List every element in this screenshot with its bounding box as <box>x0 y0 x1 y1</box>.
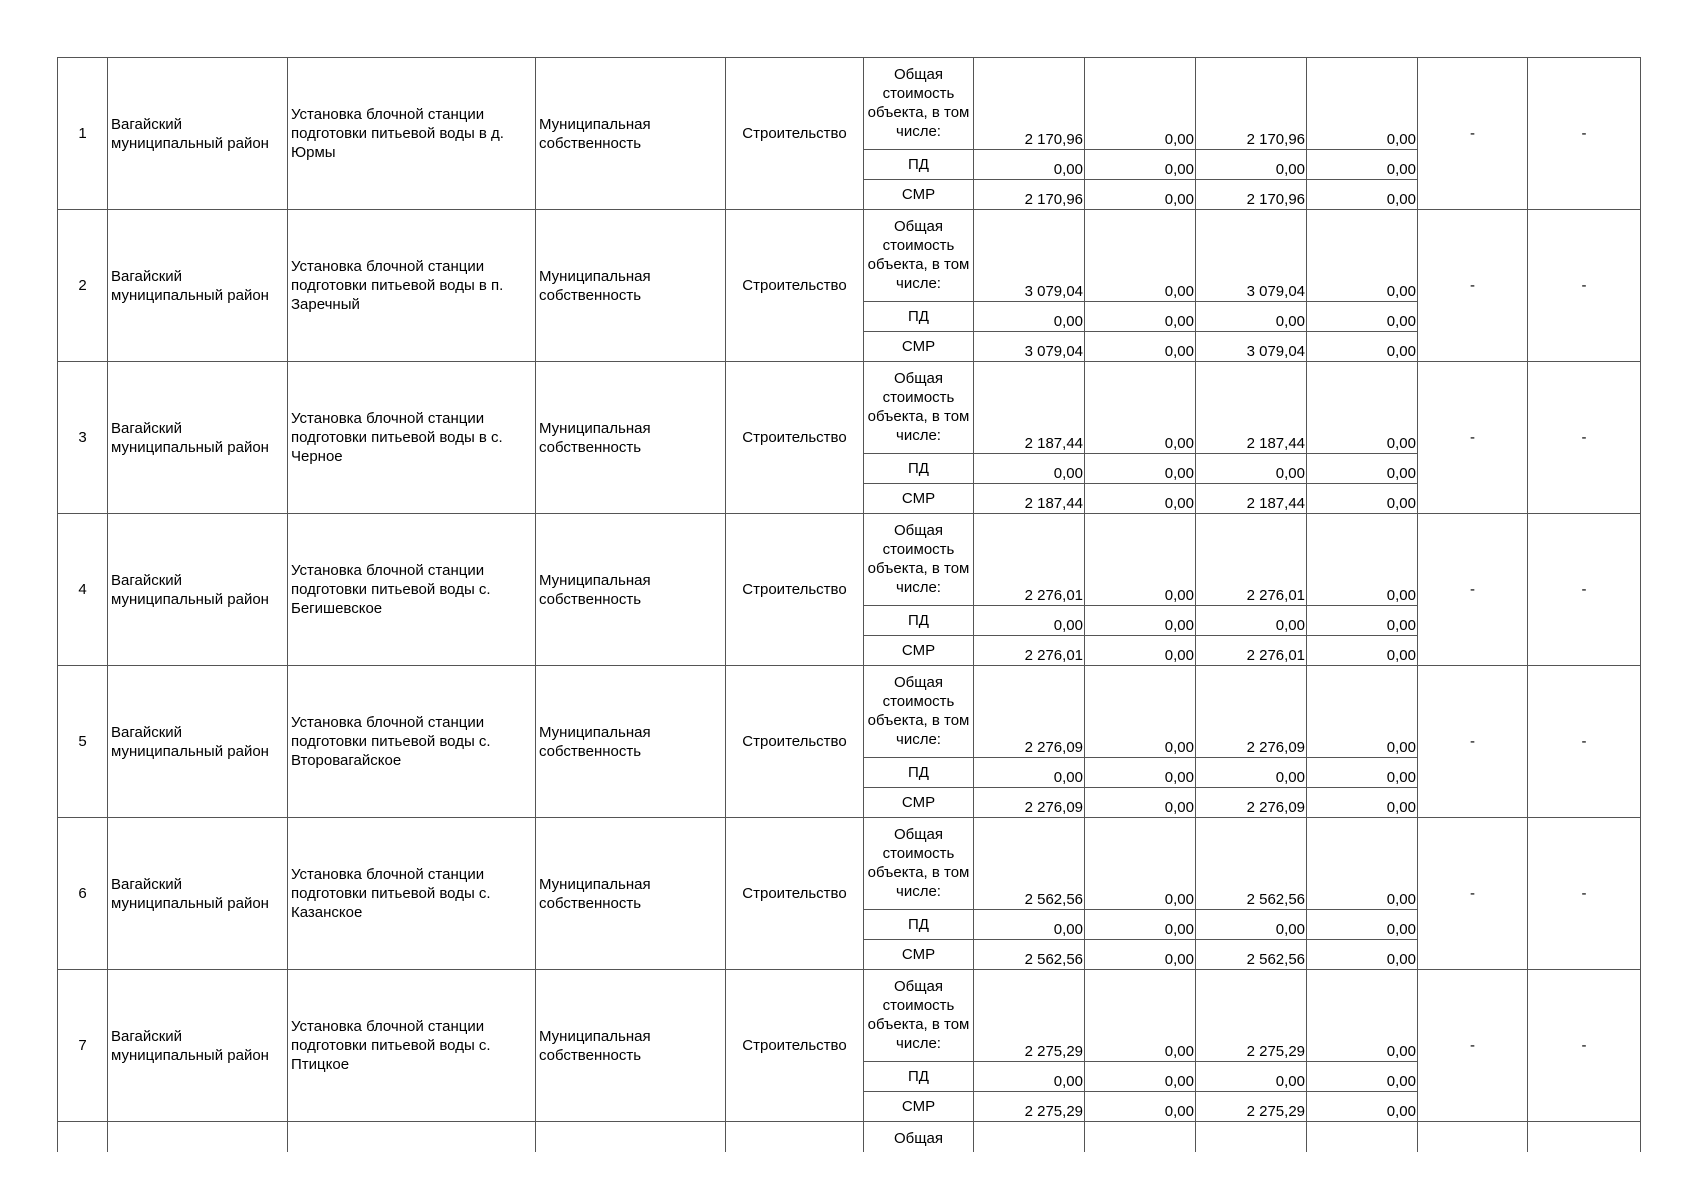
dash-cell: - <box>1528 666 1641 818</box>
object-name-cell: Установка блочной станции подготовки питьевой воды с. Казанское <box>288 818 536 970</box>
row-number: 2 <box>58 210 108 362</box>
smr-value-cell: 0,00 <box>1307 1092 1418 1122</box>
table-row <box>58 818 1641 910</box>
blank-cell <box>1196 1122 1307 1152</box>
total-value-cell: 2 562,56 <box>974 818 1085 910</box>
pd-value-cell: 0,00 <box>1196 150 1307 180</box>
total-value-cell: 0,00 <box>1085 362 1196 454</box>
dash-cell: - <box>1528 818 1641 970</box>
table-row <box>58 58 1641 150</box>
pd-value-cell: 0,00 <box>1085 758 1196 788</box>
object-name-cell: Установка блочной станции подготовки питьевой воды с. Второвагайское <box>288 666 536 818</box>
dash-cell: - <box>1418 362 1528 514</box>
pd-value-cell: 0,00 <box>974 150 1085 180</box>
blank-cell <box>108 1122 288 1152</box>
blank-cell <box>726 1122 864 1152</box>
pd-value-cell: 0,00 <box>1085 150 1196 180</box>
smr-value-cell: 2 170,96 <box>1196 180 1307 210</box>
total-value-cell: 2 170,96 <box>974 58 1085 150</box>
smr-value-cell: 2 276,01 <box>1196 636 1307 666</box>
object-name-cell: Установка блочной станции подготовки питьевой воды в д. Юрмы <box>288 58 536 210</box>
total-value-cell: 2 275,29 <box>1196 970 1307 1062</box>
total-value-cell: 3 079,04 <box>1196 210 1307 302</box>
pd-value-cell: 0,00 <box>1085 302 1196 332</box>
pd-value-cell: 0,00 <box>1196 758 1307 788</box>
dash-cell: - <box>1418 210 1528 362</box>
total-value-cell: 2 276,01 <box>1196 514 1307 606</box>
table-row <box>58 666 1641 758</box>
pd-value-cell: 0,00 <box>1307 758 1418 788</box>
smr-label-cell: СМР <box>864 180 974 210</box>
smr-value-cell: 0,00 <box>1085 180 1196 210</box>
total-value-cell: 0,00 <box>1085 970 1196 1062</box>
pd-label-cell: ПД <box>864 606 974 636</box>
district-cell: Вагайский муниципальный район <box>108 666 288 818</box>
pd-value-cell: 0,00 <box>1085 910 1196 940</box>
smr-value-cell: 2 170,96 <box>974 180 1085 210</box>
district-cell: Вагайский муниципальный район <box>108 970 288 1122</box>
dash-cell: - <box>1528 970 1641 1122</box>
smr-value-cell: 0,00 <box>1307 180 1418 210</box>
pd-label-cell: ПД <box>864 910 974 940</box>
total-value-cell: 2 275,29 <box>974 970 1085 1062</box>
pd-value-cell: 0,00 <box>1196 1062 1307 1092</box>
district-cell: Вагайский муниципальный район <box>108 514 288 666</box>
pd-value-cell: 0,00 <box>1307 302 1418 332</box>
smr-value-cell: 3 079,04 <box>1196 332 1307 362</box>
pd-label-cell: ПД <box>864 454 974 484</box>
smr-value-cell: 0,00 <box>1085 484 1196 514</box>
total-label-cell: Общая стоимость объекта, в том числе: <box>864 362 974 454</box>
smr-label-cell: СМР <box>864 940 974 970</box>
smr-value-cell: 2 562,56 <box>1196 940 1307 970</box>
dash-cell: - <box>1528 58 1641 210</box>
row-number: 5 <box>58 666 108 818</box>
table-row-partial <box>58 1122 1641 1152</box>
smr-label-cell: СМР <box>864 1092 974 1122</box>
total-label-cell: Общая стоимость объекта, в том числе: <box>864 666 974 758</box>
district-cell: Вагайский муниципальный район <box>108 818 288 970</box>
smr-value-cell: 2 276,01 <box>974 636 1085 666</box>
total-value-cell: 0,00 <box>1307 818 1418 910</box>
ownership-cell: Муниципальная собственность <box>536 210 726 362</box>
total-label-cell: Общая стоимость объекта, в том числе: <box>864 58 974 150</box>
row-number: 7 <box>58 970 108 1122</box>
table-row <box>58 514 1641 606</box>
dash-cell: - <box>1418 818 1528 970</box>
blank-cell <box>1418 1122 1528 1152</box>
row-number: 3 <box>58 362 108 514</box>
pd-value-cell: 0,00 <box>1307 910 1418 940</box>
pd-value-cell: 0,00 <box>974 758 1085 788</box>
pd-value-cell: 0,00 <box>974 910 1085 940</box>
smr-value-cell: 0,00 <box>1307 788 1418 818</box>
object-name-cell: Установка блочной станции подготовки питьевой воды с. Птицкое <box>288 970 536 1122</box>
ownership-cell: Муниципальная собственность <box>536 362 726 514</box>
total-value-cell: 0,00 <box>1307 970 1418 1062</box>
dash-cell: - <box>1528 210 1641 362</box>
total-value-cell: 0,00 <box>1085 818 1196 910</box>
smr-label-cell: СМР <box>864 636 974 666</box>
blank-cell <box>974 1122 1085 1152</box>
total-label-cell: Общая стоимость объекта, в том числе: <box>864 210 974 302</box>
pd-value-cell: 0,00 <box>1196 606 1307 636</box>
pd-value-cell: 0,00 <box>1085 454 1196 484</box>
row-number: 1 <box>58 58 108 210</box>
dash-cell: - <box>1528 514 1641 666</box>
total-value-cell: 0,00 <box>1307 514 1418 606</box>
smr-value-cell: 2 187,44 <box>974 484 1085 514</box>
blank-cell <box>1307 1122 1418 1152</box>
smr-value-cell: 0,00 <box>1307 636 1418 666</box>
pd-value-cell: 0,00 <box>1307 1062 1418 1092</box>
smr-value-cell: 2 275,29 <box>974 1092 1085 1122</box>
smr-value-cell: 2 275,29 <box>1196 1092 1307 1122</box>
district-cell: Вагайский муниципальный район <box>108 362 288 514</box>
total-value-cell: 0,00 <box>1085 666 1196 758</box>
total-value-cell: 0,00 <box>1307 362 1418 454</box>
pd-label-cell: ПД <box>864 1062 974 1092</box>
smr-value-cell: 0,00 <box>1307 484 1418 514</box>
smr-value-cell: 0,00 <box>1085 332 1196 362</box>
total-value-cell: 0,00 <box>1085 210 1196 302</box>
smr-value-cell: 0,00 <box>1085 940 1196 970</box>
total-value-cell: 2 276,09 <box>1196 666 1307 758</box>
district-cell: Вагайский муниципальный район <box>108 210 288 362</box>
smr-value-cell: 2 187,44 <box>1196 484 1307 514</box>
smr-label-cell: СМР <box>864 788 974 818</box>
object-name-cell: Установка блочной станции подготовки питьевой воды с. Бегишевское <box>288 514 536 666</box>
object-name-cell: Установка блочной станции подготовки питьевой воды в п. Заречный <box>288 210 536 362</box>
dash-cell: - <box>1418 970 1528 1122</box>
blank-cell <box>288 1122 536 1152</box>
pd-label-cell: ПД <box>864 758 974 788</box>
smr-value-cell: 0,00 <box>1085 788 1196 818</box>
pd-value-cell: 0,00 <box>1196 454 1307 484</box>
total-value-cell: 0,00 <box>1085 58 1196 150</box>
total-label-cell: Общая стоимость объекта, в том числе: <box>864 970 974 1062</box>
smr-value-cell: 3 079,04 <box>974 332 1085 362</box>
dash-cell: - <box>1418 514 1528 666</box>
pd-value-cell: 0,00 <box>1307 454 1418 484</box>
smr-value-cell: 2 562,56 <box>974 940 1085 970</box>
total-value-cell: 0,00 <box>1307 666 1418 758</box>
total-value-cell: 0,00 <box>1307 210 1418 302</box>
smr-value-cell: 2 276,09 <box>974 788 1085 818</box>
work-type-cell: Строительство <box>726 666 864 818</box>
ownership-cell: Муниципальная собственность <box>536 970 726 1122</box>
total-value-cell: 0,00 <box>1085 514 1196 606</box>
ownership-cell: Муниципальная собственность <box>536 818 726 970</box>
dash-cell: - <box>1528 362 1641 514</box>
total-label-cell: Общая стоимость объекта, в том числе: <box>864 514 974 606</box>
total-label-cell: Общая стоимость объекта, в том числе: <box>864 818 974 910</box>
pd-value-cell: 0,00 <box>974 454 1085 484</box>
object-name-cell: Установка блочной станции подготовки питьевой воды в с. Черное <box>288 362 536 514</box>
pd-value-cell: 0,00 <box>1196 910 1307 940</box>
smr-value-cell: 2 276,09 <box>1196 788 1307 818</box>
total-label-cell: Общая <box>864 1122 974 1152</box>
dash-cell: - <box>1418 666 1528 818</box>
work-type-cell: Строительство <box>726 514 864 666</box>
smr-value-cell: 0,00 <box>1085 636 1196 666</box>
pd-value-cell: 0,00 <box>974 606 1085 636</box>
pd-value-cell: 0,00 <box>1085 606 1196 636</box>
pd-value-cell: 0,00 <box>974 1062 1085 1092</box>
table-row <box>58 210 1641 302</box>
work-type-cell: Строительство <box>726 58 864 210</box>
work-type-cell: Строительство <box>726 362 864 514</box>
blank-cell <box>58 1122 108 1152</box>
row-number: 4 <box>58 514 108 666</box>
table-row <box>58 970 1641 1062</box>
pd-label-cell: ПД <box>864 150 974 180</box>
smr-value-cell: 0,00 <box>1307 332 1418 362</box>
ownership-cell: Муниципальная собственность <box>536 514 726 666</box>
total-value-cell: 0,00 <box>1307 58 1418 150</box>
ownership-cell: Муниципальная собственность <box>536 666 726 818</box>
blank-cell <box>1085 1122 1196 1152</box>
pd-value-cell: 0,00 <box>1307 150 1418 180</box>
pd-value-cell: 0,00 <box>974 302 1085 332</box>
pd-value-cell: 0,00 <box>1307 606 1418 636</box>
total-value-cell: 2 276,09 <box>974 666 1085 758</box>
work-type-cell: Строительство <box>726 210 864 362</box>
work-type-cell: Строительство <box>726 818 864 970</box>
ownership-cell: Муниципальная собственность <box>536 58 726 210</box>
smr-value-cell: 0,00 <box>1307 940 1418 970</box>
smr-value-cell: 0,00 <box>1085 1092 1196 1122</box>
row-number: 6 <box>58 818 108 970</box>
total-value-cell: 2 562,56 <box>1196 818 1307 910</box>
total-value-cell: 2 187,44 <box>1196 362 1307 454</box>
smr-label-cell: СМР <box>864 484 974 514</box>
blank-cell <box>1528 1122 1641 1152</box>
dash-cell: - <box>1418 58 1528 210</box>
pd-value-cell: 0,00 <box>1196 302 1307 332</box>
blank-cell <box>536 1122 726 1152</box>
projects-table <box>57 57 1641 1152</box>
total-value-cell: 3 079,04 <box>974 210 1085 302</box>
projects-table-body <box>58 58 1641 1152</box>
work-type-cell: Строительство <box>726 970 864 1122</box>
total-value-cell: 2 187,44 <box>974 362 1085 454</box>
total-value-cell: 2 276,01 <box>974 514 1085 606</box>
total-value-cell: 2 170,96 <box>1196 58 1307 150</box>
table-row <box>58 362 1641 454</box>
pd-value-cell: 0,00 <box>1085 1062 1196 1092</box>
pd-label-cell: ПД <box>864 302 974 332</box>
smr-label-cell: СМР <box>864 332 974 362</box>
district-cell: Вагайский муниципальный район <box>108 58 288 210</box>
